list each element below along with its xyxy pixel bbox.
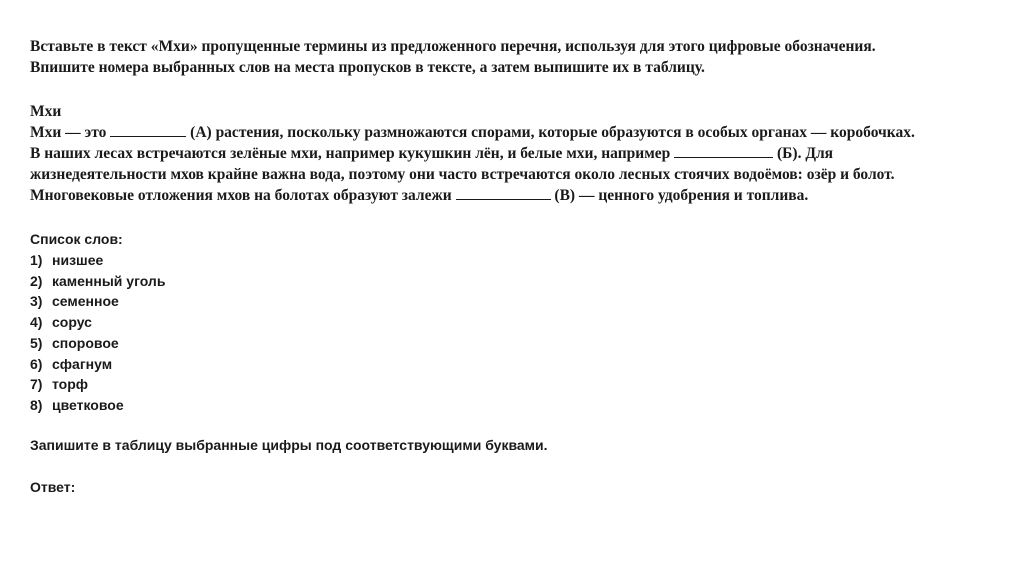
list-item [30,354,165,375]
item-word: торф [52,376,89,393]
item-word: сфагнум [52,355,113,372]
list-item [30,250,165,271]
item-number: 6) [30,355,43,372]
list-item [30,395,165,416]
item-number: 3) [30,293,43,310]
passage-text: В наших лесах встречаются зелёные мхи, например кукушкин лён, и белые мхи, например [30,145,671,162]
word-list [30,229,165,416]
passage-text: (А) растения, поскольку размножаются спорами, которые образуются в особых органах — коробочках. [190,124,915,141]
item-number: 1) [30,252,43,268]
list-item [30,271,165,292]
item-number: 5) [30,334,43,351]
passage-text: (Б). Для [777,145,834,162]
table-instruction: Запишите в таблицу выбранные цифры под соответствующими буквами. [30,437,548,453]
answer-label: Ответ: [30,479,76,495]
text-passage [30,101,915,206]
passage-text: (В) — ценного удобрения и топлива. [554,187,809,204]
instruction-line-2: Впишите номера выбранных слов на места пропусков в тексте, а затем выпишите их в таблицу. [30,59,705,76]
passage-line-3: жизнедеятельности мхов крайне важна вода, поэтому они часто встречаются около лесных стоячих водоёмов: озёр и болот. [30,166,895,183]
passage-title: Мхи [30,103,62,120]
item-word: сорус [52,314,92,331]
item-number: 4) [30,314,43,331]
item-word: каменный уголь [52,272,166,289]
list-item [30,333,165,354]
item-word: низшее [52,252,104,268]
passage-text: Мхи — это [30,124,107,141]
list-item [30,291,165,312]
list-item [30,374,165,395]
passage-line-1 [30,122,915,143]
passage-line-2 [30,143,915,164]
blank-b [674,143,773,158]
list-item [30,312,165,333]
task-instructions [30,36,876,78]
word-list-title: Список слов: [30,231,123,247]
passage-line-4 [30,185,915,206]
blank-v [456,185,551,200]
instruction-line-1: Вставьте в текст «Мхи» пропущенные термины из предложенного перечня, используя для этого цифровые обозначения. [30,38,876,55]
item-number: 8) [30,396,43,413]
item-number: 7) [30,376,43,393]
item-number: 2) [30,272,43,289]
item-word: споровое [52,334,119,351]
passage-text: Многовековые отложения мхов на болотах образуют залежи [30,187,452,204]
item-word: цветковое [52,396,124,413]
blank-a [110,122,186,137]
item-word: семенное [52,293,119,310]
